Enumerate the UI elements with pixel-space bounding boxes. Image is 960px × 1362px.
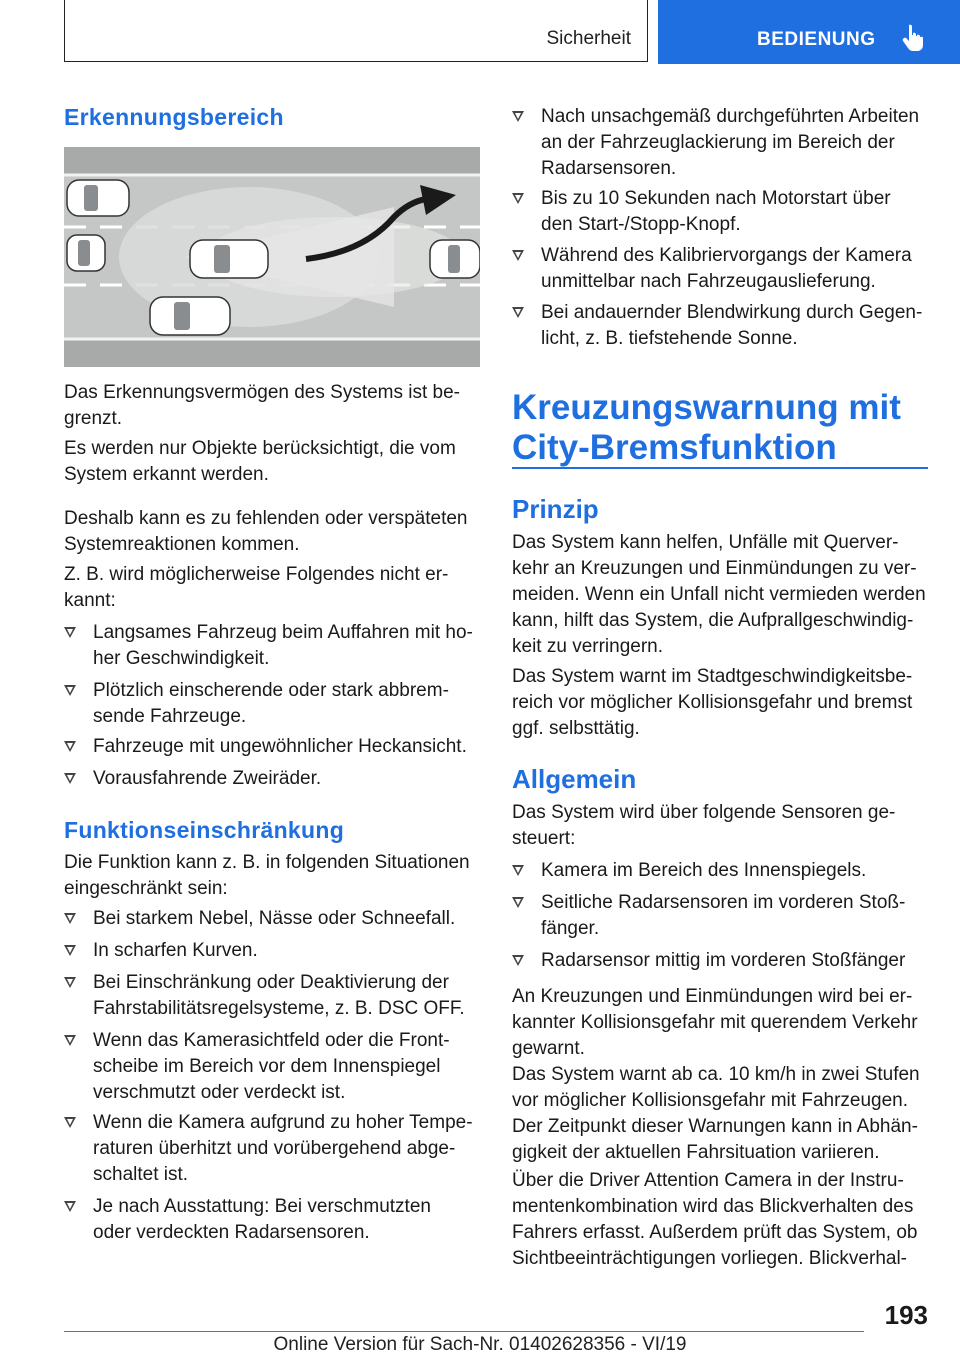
triangle-bullet-icon — [64, 945, 76, 956]
header-chapter-tab[interactable] — [658, 0, 960, 64]
paragraph: Es werden nur Objekte berücksichtigt, die vom System erkannt werden. — [64, 438, 456, 485]
paragraph: Das System kann helfen, Unfälle mit Querver- kehr an Kreuzungen und Einmündungen zu ver- meiden. Wenn ein Unfall nicht vermieden werden kann, hilft das System, die Aufprallgeschwindig- keit zu verringern. — [512, 532, 926, 657]
triangle-bullet-icon — [64, 1035, 76, 1046]
triangle-bullet-icon — [64, 627, 76, 638]
paragraph: Das System warnt im Stadtgeschwindigkeitsbe- reich vor möglicher Kollisionsgefahr und bremst ggf. selbsttätig. — [512, 666, 913, 739]
heading-funktionseinschraenkung: Funktionseinschränkung — [64, 817, 345, 843]
paragraph: Die Funktion kann z. B. in folgenden Situationen eingeschränkt sein: — [64, 852, 470, 899]
title-rule — [512, 467, 928, 469]
header-section-box — [64, 0, 648, 62]
detection-range-illustration — [64, 147, 480, 367]
triangle-bullet-icon — [64, 773, 76, 784]
heading-erkennungsbereich: Erkennungsbereich — [64, 104, 284, 130]
triangle-bullet-icon — [512, 955, 524, 966]
triangle-bullet-icon — [512, 111, 524, 122]
footer-divider — [64, 1331, 864, 1332]
header-section-title: Sicherheit — [546, 28, 631, 49]
triangle-bullet-icon — [512, 193, 524, 204]
hand-pointer-icon — [898, 22, 928, 52]
triangle-bullet-icon — [512, 865, 524, 876]
triangle-bullet-icon — [512, 897, 524, 908]
paragraph: Das System warnt ab ca. 10 km/h in zwei Stufen vor möglicher Kollisionsgefahr mit Fahrzeugen. Der Zeitpunkt dieser Warnungen kann in Abhän- gigkeit der aktuellen Fahrsituation variieren. — [512, 1064, 920, 1163]
page-number: 193 — [884, 1300, 928, 1330]
triangle-bullet-icon — [64, 1117, 76, 1128]
triangle-bullet-icon — [512, 307, 524, 318]
triangle-bullet-icon — [64, 1201, 76, 1212]
paragraph: Über die Driver Attention Camera in der Instru- mentenkombination wird das Blickverhalten des Fahrers erfasst. Außerdem prüft das System, ob Sichtbeeinträchtigungen vorliegen. Blickverhal- — [512, 1170, 918, 1269]
triangle-bullet-icon — [64, 913, 76, 924]
header-chapter-label: BEDIENUNG — [757, 29, 876, 50]
triangle-bullet-icon — [64, 741, 76, 752]
paragraph: Deshalb kann es zu fehlenden oder verspäteten Systemreaktionen kommen. — [64, 508, 468, 555]
paragraph: Das System wird über folgende Sensoren ge- steuert: — [512, 802, 896, 849]
paragraph: Z. B. wird möglicherweise Folgendes nicht er- kannt: — [64, 564, 449, 611]
paragraph: Das Erkennungsvermögen des Systems ist be- grenzt. — [64, 382, 461, 429]
triangle-bullet-icon — [512, 250, 524, 261]
triangle-bullet-icon — [64, 977, 76, 988]
heading-prinzip: Prinzip — [512, 494, 599, 524]
heading-allgemein: Allgemein — [512, 764, 637, 794]
footer-text: Online Version für Sach-Nr. 01402628356 - VI/19 — [273, 1334, 687, 1355]
triangle-bullet-icon — [64, 685, 76, 696]
paragraph: An Kreuzungen und Einmündungen wird bei er- kannter Kollisionsgefahr mit querendem Verkehr gewarnt. — [512, 986, 918, 1059]
chapter-title: Kreuzungswarnung mit City-Bremsfunktion — [512, 388, 901, 467]
